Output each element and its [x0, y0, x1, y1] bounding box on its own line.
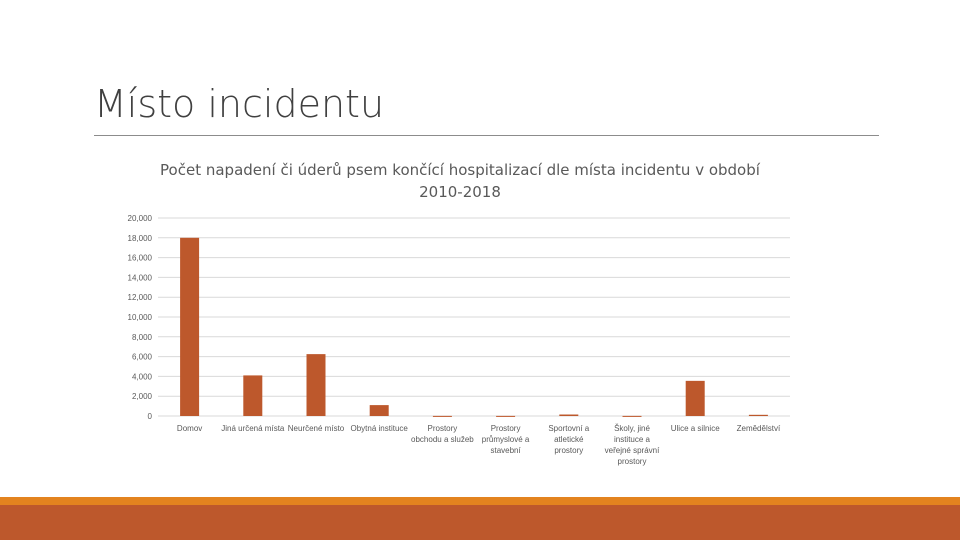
- x-category-label: Školy, jiné: [614, 424, 650, 433]
- x-category-label: Neurčené místo: [287, 424, 345, 433]
- y-tick-label: 2,000: [131, 392, 152, 402]
- bar: [686, 381, 705, 416]
- y-tick-label: 8,000: [131, 332, 152, 342]
- chart-title: Počet napadení či úderů psem končící hospitalizací dle místa incidentu v období 2010-2018: [160, 161, 760, 201]
- y-tick-label: 0: [147, 412, 152, 421]
- bar: [623, 416, 642, 417]
- bar: [496, 416, 515, 417]
- x-category-label: prostory: [554, 446, 584, 455]
- x-category-label: veřejné správní: [604, 446, 660, 455]
- y-tick-label: 4,000: [131, 372, 152, 382]
- slide-title: Místo incidentu: [94, 82, 385, 126]
- y-tick-label: 10,000: [127, 313, 152, 322]
- y-tick-label: 18,000: [127, 233, 152, 243]
- y-tick-label: 20,000: [127, 214, 152, 223]
- x-category-label: instituce a: [613, 435, 651, 444]
- footer-accent-stripe: [0, 497, 960, 505]
- x-category-label: atletické: [554, 435, 584, 444]
- y-tick-label: 6,000: [131, 352, 152, 362]
- bar: [749, 415, 768, 416]
- x-category-label: Prostory: [490, 424, 521, 433]
- x-category-label: stavební: [490, 446, 521, 455]
- bar: [180, 238, 199, 416]
- x-category-label: průmyslové a: [481, 435, 530, 444]
- x-category-label: Sportovní a: [548, 424, 590, 433]
- bar: [307, 354, 326, 416]
- y-tick-label: 16,000: [127, 253, 152, 263]
- bar: [433, 416, 452, 417]
- x-category-label: obchodu a služeb: [411, 435, 474, 444]
- x-category-label: Jiná určená místa: [221, 424, 285, 433]
- x-category-label: Ulice a silnice: [670, 424, 720, 433]
- bar: [370, 405, 389, 416]
- y-tick-label: 14,000: [127, 273, 152, 283]
- footer-band: [0, 505, 960, 540]
- bar: [243, 375, 262, 416]
- x-category-label: Prostory: [427, 424, 458, 433]
- x-category-label: Obytná instituce: [350, 424, 408, 433]
- x-category-label: Zemědělství: [736, 424, 781, 433]
- bar: [559, 415, 578, 416]
- y-tick-label: 12,000: [127, 293, 152, 303]
- x-category-label: prostory: [617, 457, 647, 466]
- x-category-label: Domov: [176, 424, 203, 433]
